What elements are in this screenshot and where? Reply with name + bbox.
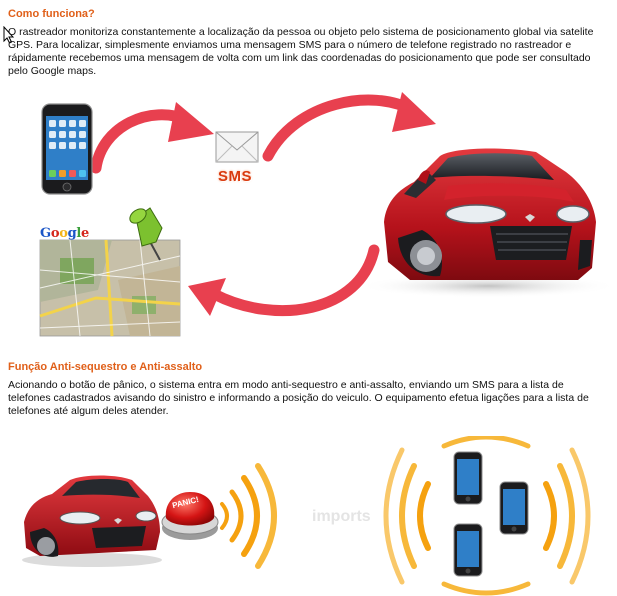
- google-logo: Google: [40, 226, 89, 241]
- envelope-icon: [216, 132, 258, 162]
- signal-waves-icon: [386, 437, 588, 593]
- smartphone-icon: [454, 452, 482, 504]
- section-heading-anti-kidnapping: Função Anti-sequestro e Anti-assalto: [8, 361, 203, 373]
- smartphone-icon: [42, 104, 92, 194]
- smartphone-icon: [500, 482, 528, 534]
- watermark-text: imports: [312, 508, 371, 525]
- arrow-phone-to-sms-icon: [96, 102, 214, 168]
- panic-function-illustration: [0, 436, 617, 596]
- section-heading-how-it-works: Como funciona?: [8, 8, 95, 20]
- arrow-car-to-map-icon: [188, 250, 374, 316]
- how-it-works-illustration: [0, 90, 617, 360]
- sms-label: SMS: [218, 168, 253, 185]
- arrow-sms-to-car-icon: [268, 92, 436, 156]
- smartphone-icon: [454, 524, 482, 576]
- map-icon: [40, 240, 180, 336]
- signal-waves-icon: [222, 466, 274, 566]
- section-paragraph-anti-kidnapping: Acionando o botão de pânico, o sistema entra em modo anti-sequestro e anti-assalto, enviando um SMS para a lista de telefones cadastrados avisando do sinistro e informando a posição do veiculo. O equipamento efetua ligações para a lista de telefones até algum deles atender.: [8, 379, 589, 417]
- panic-button-label: PANIC!: [171, 494, 200, 511]
- car-icon: [22, 476, 162, 568]
- section-paragraph-how-it-works: O rastreador monitoriza constantemente a localização da pessoa ou objeto pelo sistema de posicionamento global via satelite GPS. Para localizar, simplesmente enviamos uma mensagem SMS para o número de telefone registrado no rastreador e rápidamente recebemos uma mensagem de volta com um link das coordenadas do posicionamento que pode ser consultado pelo Google maps.: [8, 26, 594, 77]
- car-icon: [358, 149, 617, 298]
